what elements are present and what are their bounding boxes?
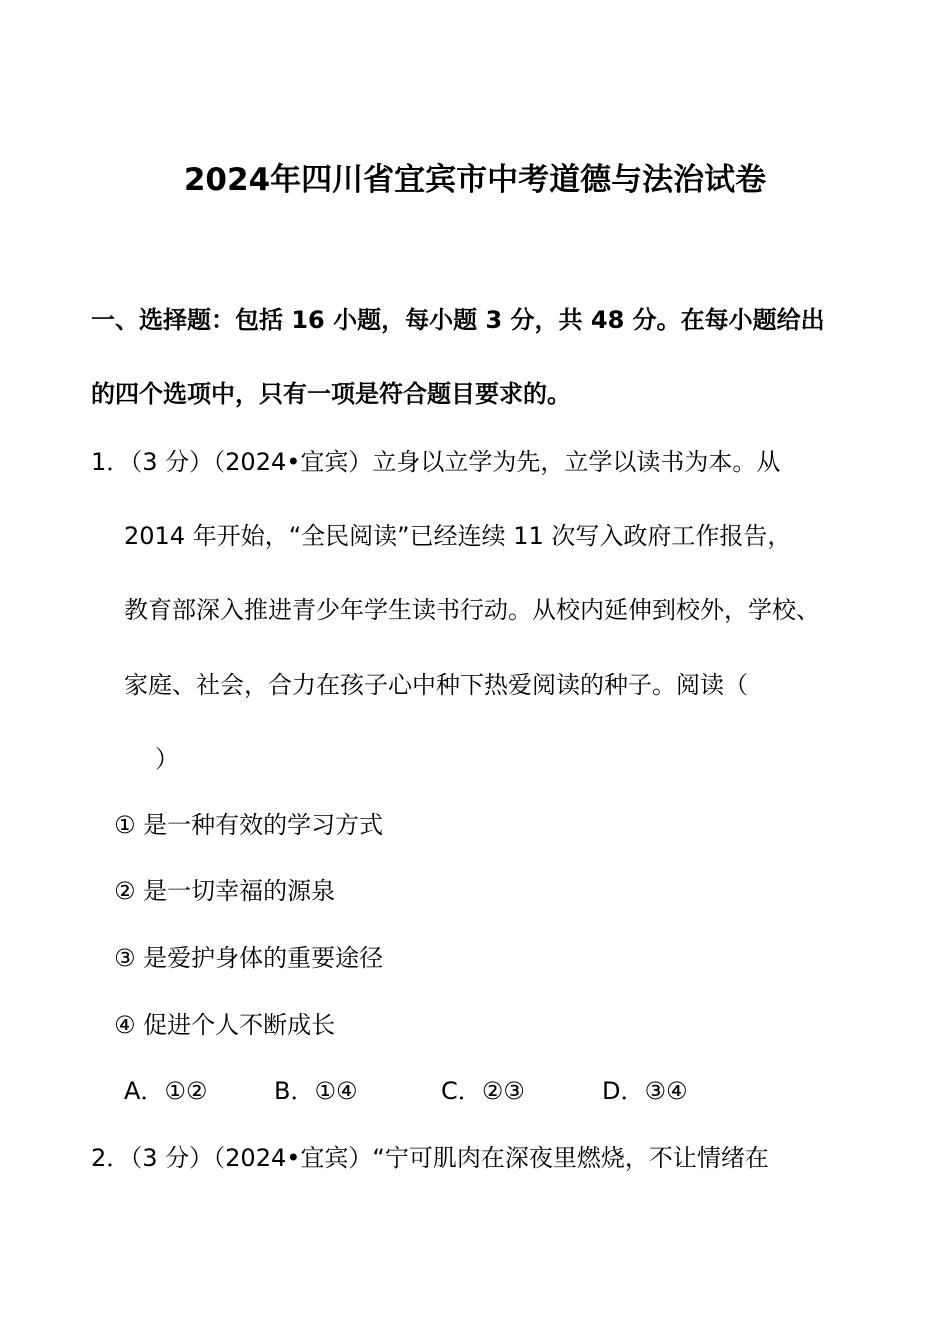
statement-2: ② 是一切幸福的源泉 (114, 877, 336, 905)
question-1-line-1: 1．（3 分）（2024•宜宾）立身以立学为先，立学以读书为本。从 (91, 448, 781, 476)
choice-b: B．①④ (274, 1077, 358, 1105)
question-1-line-4: 家庭、社会，合力在孩子心中种下热爱阅读的种子。阅读（ (124, 671, 748, 699)
question-2-line-1: 2．（3 分）（2024•宜宾）“宁可肌肉在深夜里燃烧，不让情绪在 (91, 1144, 769, 1172)
question-1-answer-bracket: ） (155, 745, 179, 773)
statement-4: ④ 促进个人不断成长 (114, 1011, 336, 1039)
section-heading-line-2: 的四个选项中，只有一项是符合题目要求的。 (91, 380, 571, 408)
choice-c: C．②③ (441, 1077, 525, 1105)
choice-d: D．③④ (602, 1077, 688, 1105)
exam-title: 2024年四川省宜宾市中考道德与法治试卷 (183, 162, 767, 198)
choice-a: A．①② (124, 1077, 208, 1105)
question-1-line-3: 教育部深入推进青少年学生读书行动。从校内延伸到校外，学校、 (124, 596, 820, 624)
statement-3: ③ 是爱护身体的重要途径 (114, 944, 384, 972)
statement-1: ① 是一种有效的学习方式 (114, 811, 384, 839)
question-1-line-2: 2014 年开始，“全民阅读”已经连续 11 次写入政府工作报告， (124, 522, 792, 550)
section-heading-line-1: 一、选择题：包括 16 小题，每小题 3 分，共 48 分。在每小题给出 (91, 306, 825, 334)
